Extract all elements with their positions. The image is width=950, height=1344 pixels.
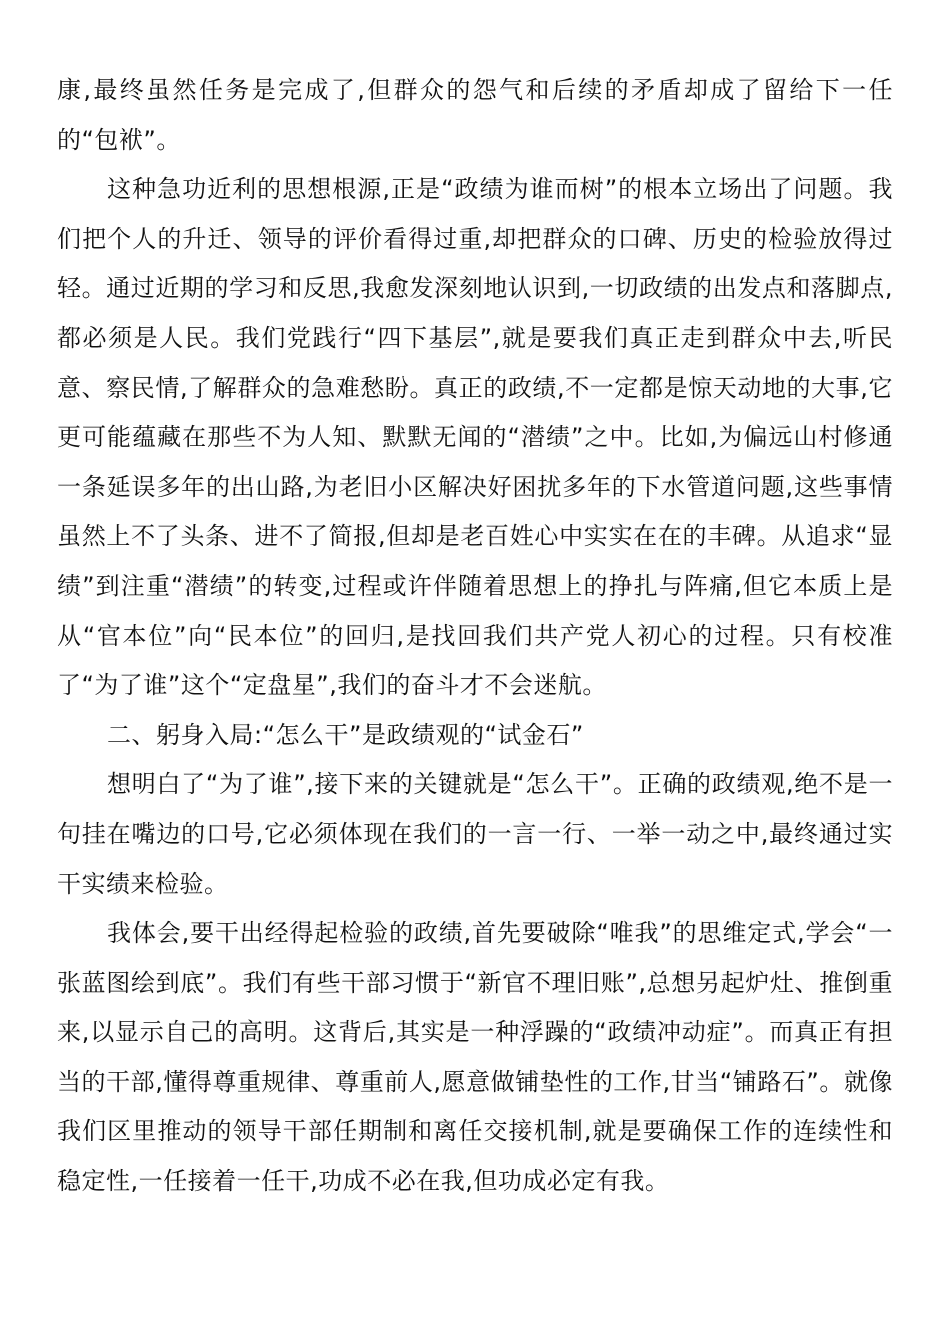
paragraph-political-achievement-root: 这种急功近利的思想根源,正是“政绩为谁而树”的根本立场出了问题。我们把个人的升迁、领导的评价看得过重,却把群众的口碑、历史的检验放得过轻。通过近期的学习和反思,我愈发深刻地认识到,一切政绩的出发点和落脚点,都必须是人民。我们党践行“四下基层”,就是要我们真正走到群众中去,听民意、察民情,了解群众的急难愁盼。真正的政绩,不一定都是惊天动地的大事,它更可能蕴藏在那些不为人知、默默无闻的“潜绩”之中。比如,为偏远山村修通一条延误多年的出山路,为老旧小区解决好困扰多年的下水管道问题,这些事情虽然上不了头条、进不了简报,但却是老百姓心中实实在在的丰碑。从追求“显绩”到注重“潜绩”的转变,过程或许伴随着思想上的挣扎与阵痛,但它本质上是从“官本位”向“民本位”的回归,是找回我们共产党人初心的过程。只有校准了“为了谁”这个“定盘星”,我们的奋斗才不会迷航。 bbox=[57, 175, 893, 700]
paragraph-continuation: 康,最终虽然任务是完成了,但群众的怨气和后续的矛盾却成了留给下一任的“包袱”。 bbox=[57, 76, 893, 154]
document-page bbox=[57, 66, 893, 1207]
paragraph-blueprint: 我体会,要干出经得起检验的政绩,首先要破除“唯我”的思维定式,学会“一张蓝图绘到底”。我们有些干部习惯于“新官不理旧账”,总想另起炉灶、推倒重来,以显示自己的高明。这背后,其实是一种浮躁的“政绩冲动症”。而真正有担当的干部,懂得尊重规律、尊重前人,愿意做铺垫性的工作,甘当“铺路石”。就像我们区里推动的领导干部任期制和离任交接机制,就是要确保工作的连续性和稳定性,一任接着一任干,功成不必在我,但功成必定有我。 bbox=[57, 919, 893, 1196]
paragraph-how-to-do: 想明白了“为了谁”,接下来的关键就是“怎么干”。正确的政绩观,绝不是一句挂在嘴边的口号,它必须体现在我们的一言一行、一举一动之中,最终通过实干实绩来检验。 bbox=[57, 770, 893, 898]
section-heading-2: 二、躬身入局:“怎么干”是政绩观的“试金石” bbox=[107, 720, 584, 749]
